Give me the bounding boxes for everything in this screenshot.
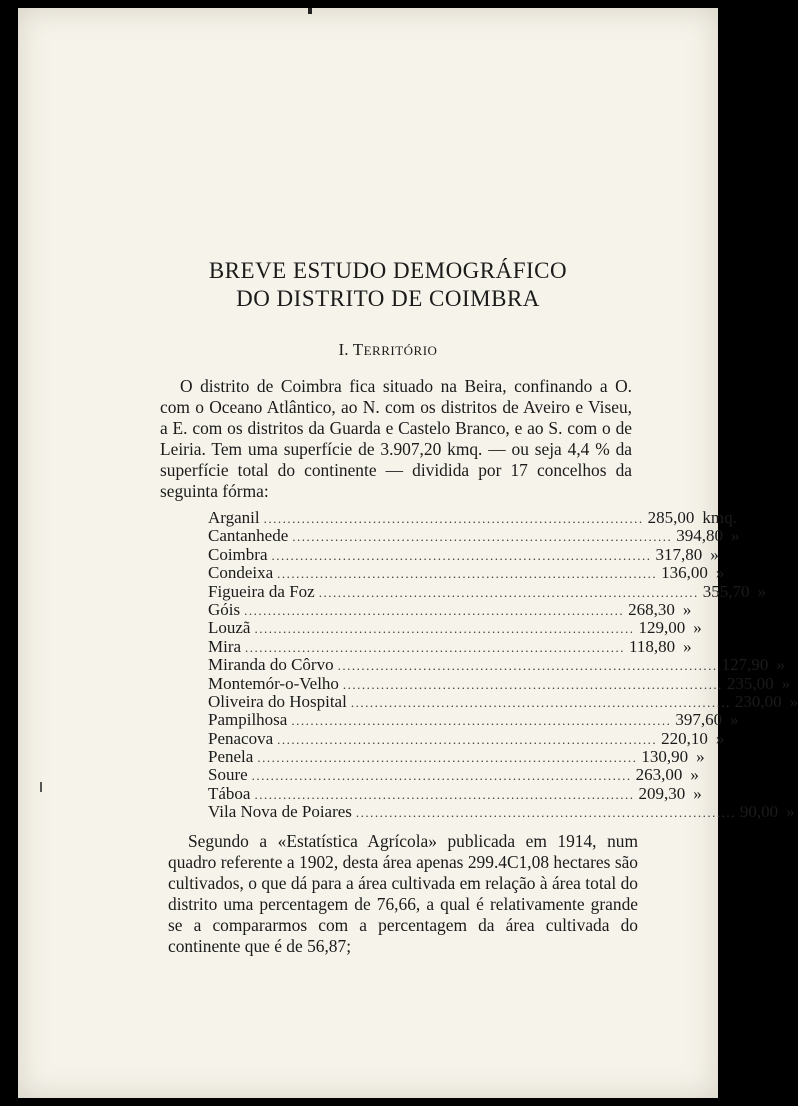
concelho-name: Montemór-o-Velho (208, 673, 339, 693)
concelho-area: 268,30 (628, 599, 675, 619)
ditto-mark: » (730, 710, 739, 730)
concelho-area: 397,60 (675, 710, 723, 730)
concelho-row (208, 802, 795, 822)
concelho-area: 127,90 (721, 655, 769, 675)
leader-dots: ................................................................................ (292, 529, 673, 545)
concelho-name: Pampilhosa (208, 710, 288, 730)
document-title-line-2: DO DISTRITO DE COIMBRA (236, 286, 540, 311)
leader-dots: ................................................................................ (254, 786, 635, 802)
concelho-area: 90,00 (739, 802, 779, 822)
ditto-mark: » (757, 581, 766, 601)
leader-dots: ................................................................................ (251, 768, 632, 784)
concelho-area: 129,00 (638, 618, 686, 638)
ditto-mark: » (683, 636, 692, 656)
ditto-mark: » (682, 599, 692, 619)
concelho-row (208, 765, 699, 785)
leader-dots: ................................................................................ (263, 511, 644, 526)
concelho-row (208, 728, 725, 748)
concelho-area: 285,00 (647, 508, 695, 527)
concelhos-table (208, 508, 798, 822)
concelho-name: Oliveira do Hospital (208, 691, 347, 711)
ditto-mark: » (693, 618, 702, 638)
concelho-name: Táboa (208, 783, 251, 803)
leader-dots: ................................................................................ (277, 566, 658, 582)
concelho-area: 235,00 (726, 673, 774, 693)
concelho-row (208, 508, 737, 527)
concelho-row (208, 673, 791, 693)
concelho-name: Cantanhede (208, 526, 289, 546)
ditto-mark: » (696, 747, 705, 767)
page-mark (308, 8, 312, 14)
concelho-name: Condeixa (208, 563, 274, 583)
concelho-area: 130,90 (641, 747, 689, 767)
leader-dots: ................................................................................ (277, 731, 658, 747)
concelho-area: 118,80 (629, 636, 676, 656)
section-title (352, 340, 438, 359)
ditto-mark: » (731, 526, 740, 546)
section-heading (38, 340, 738, 360)
ditto-mark: » (715, 563, 725, 583)
ditto-mark: » (693, 783, 702, 803)
concelho-row (208, 526, 740, 546)
paragraph-territory: O distrito de Coimbra fica situado na Beira, confinando a O. com o Oceano Atlântico, ao N. com os distritos de Aveiro e Viseu, a E. com os distritos da Guarda e Castelo Branco, e ao S. com o de Leiria. Tem uma superfície de 3.907,20 kmq. — ou seja 4,4 % da superfície total do continente — dividida por 17 concelhos da seguinta fórma: (160, 376, 632, 501)
concelho-name: Arganil (208, 508, 260, 527)
section-number: I. (338, 340, 349, 359)
concelho-name: Figueira da Foz (208, 581, 315, 601)
ditto-mark: » (781, 673, 791, 693)
concelho-name: Miranda do Côrvo (208, 655, 334, 675)
concelho-area: 263,00 (635, 765, 683, 785)
concelho-row (208, 581, 766, 601)
scanned-page (18, 8, 798, 1098)
concelho-area: 317,80 (655, 544, 703, 564)
concelho-row (208, 563, 725, 583)
margin-mark (40, 782, 42, 792)
concelho-area: 209,30 (638, 783, 686, 803)
concelho-row (208, 691, 798, 711)
concelho-row (208, 783, 702, 803)
concelho-area: 230,00 (734, 691, 782, 711)
leader-dots: ................................................................................ (254, 621, 635, 637)
concelho-area: 220,10 (661, 728, 708, 748)
ditto-mark: » (789, 691, 798, 711)
document-title-line-1: BREVE ESTUDO DEMOGRÁFICO (208, 258, 568, 283)
leader-dots: ................................................................................ (337, 658, 718, 674)
leader-dots: ................................................................................ (291, 713, 672, 729)
concelho-name: Penacova (208, 728, 274, 748)
concelho-area: 394,80 (676, 526, 723, 546)
leader-dots: ................................................................................ (318, 584, 699, 600)
concelho-row (208, 655, 785, 675)
concelho-name: Penela (208, 747, 254, 767)
concelho-name: Vila Nova de Poiares (208, 802, 352, 822)
area-unit: kmq. (702, 508, 737, 527)
concelho-name: Soure (208, 765, 248, 785)
leader-dots: ................................................................................ (350, 694, 731, 710)
ditto-mark: » (786, 802, 795, 822)
ditto-mark: » (715, 728, 725, 748)
paragraph-agriculture: Segundo a «Estatística Agrícola» publicada em 1914, num quadro referente a 1902, desta área apenas 299.4C1,08 hectares são cultivados, o que dá para a área cultivada em relação à área total do distrito uma percentagem de 76,66, a qual é relativamente grande se a compararmos com a percentagem da área cultivada do continente que é de 56,87; (168, 831, 638, 956)
leader-dots: ................................................................................ (257, 750, 638, 766)
concelho-area: 136,00 (661, 563, 708, 583)
concelho-row (208, 747, 705, 767)
concelho-area: 355,70 (702, 581, 750, 601)
leader-dots: ................................................................................ (355, 805, 736, 821)
leader-dots: ................................................................................ (244, 602, 625, 618)
concelho-row (208, 636, 692, 656)
leader-dots: ................................................................................ (271, 547, 652, 563)
ditto-mark: » (710, 544, 719, 564)
leader-dots: ................................................................................ (342, 676, 723, 692)
concelho-name: Coimbra (208, 544, 268, 564)
concelho-row (208, 710, 739, 730)
ditto-mark: » (776, 655, 785, 675)
section-title-initial: T (352, 340, 364, 359)
concelho-row (208, 618, 702, 638)
concelho-row (208, 599, 692, 619)
concelho-name: Mira (208, 636, 242, 656)
section-title-rest: ERRITÓRIO (363, 343, 438, 358)
leader-dots: ................................................................................ (245, 639, 626, 655)
concelho-name: Góis (208, 599, 241, 619)
concelho-row (208, 544, 719, 564)
ditto-mark: » (690, 765, 699, 785)
concelho-name: Louzã (208, 618, 251, 638)
